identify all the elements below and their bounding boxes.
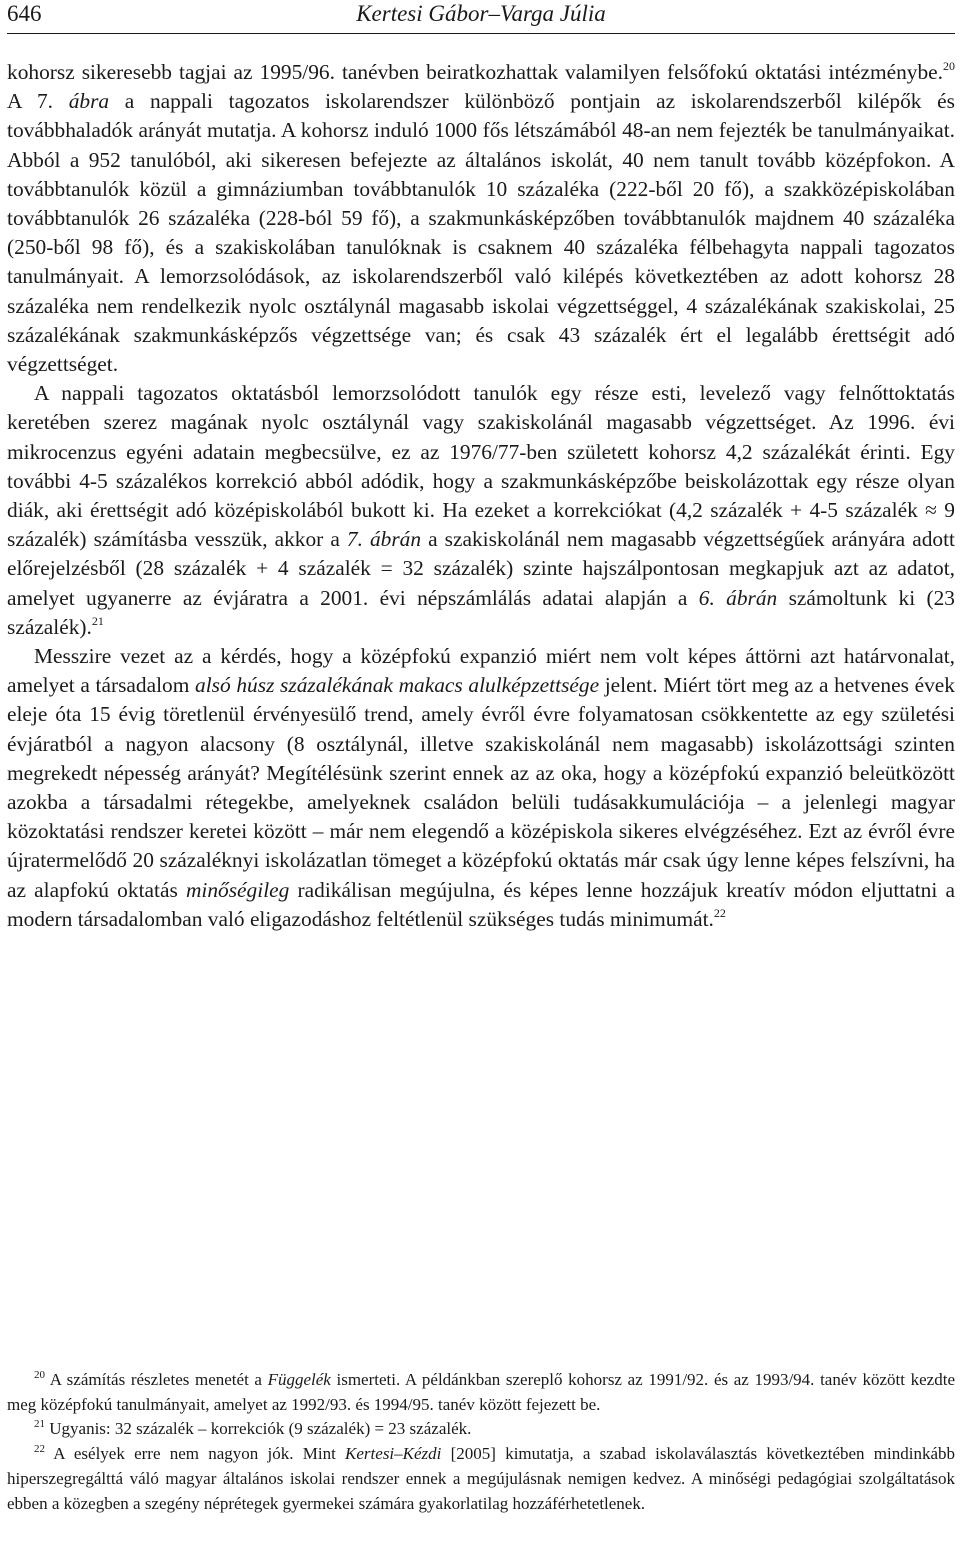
footnote-number: 22 bbox=[34, 1443, 45, 1456]
header-rule bbox=[7, 33, 955, 34]
figure-reference: ábra bbox=[68, 89, 110, 114]
main-text bbox=[7, 58, 955, 934]
emphasis: minőségileg bbox=[185, 877, 290, 902]
figure-reference: 6. ábrán bbox=[698, 585, 778, 610]
footnote-ref-21[interactable]: 21 bbox=[91, 613, 104, 628]
running-title: Kertesi Gábor–Varga Júlia bbox=[356, 1, 606, 26]
page-header bbox=[7, 0, 955, 27]
footnote-number: 21 bbox=[34, 1418, 45, 1431]
footnotes bbox=[7, 1368, 955, 1516]
footnote-number: 20 bbox=[34, 1369, 45, 1381]
footnote-20: $^{20}$ A számítás részletes menetét a Függelék ismerteti. A példánkban szereplő kohorsz az 1991/92. és az 1993/94. tanév között kezdte meg középfokú tanulmányait, amelyet az 1992/93. és 1994/95. tanév között fejezett be. bbox=[7, 1369, 955, 1414]
citation-authors: Kertesi–Kézdi bbox=[345, 1444, 442, 1464]
footnote-22: $^{22}$ A esélyek erre nem nagyon jók. Mint Kertesi–Kézdi [2005] kimutatja, a szabad iskolaválasztás következtében mindinkább hiperszegregálttá váló magyar általános iskolai rendszer ennek a megújulásnak nemigen kedvez. A minőségi pedagógiai szolgáltatások ebben a közegben a szegény néprétegek gyermekei számára gyakorlatilag hozzáférhetetlenek. bbox=[7, 1443, 955, 1513]
paragraph-2: A nappali tagozatos oktatásból lemorzsolódott tanulók egy része esti, levelező vagy felnőttoktatás keretében szerez magának nyolc osztálynál vagy szakiskolánál magasabb végzettséget. Az 1996. évi mikrocenzus egyéni adatain megbecsülve, ez az 1976/77-ben született kohorsz 4,2 százalékát érinti. Egy további 4-5 százalékos korrekció abból adódik, hogy a szakmunkásképzőbe beiskolázottak egy része olyan diák, aki érettségit adó középiskolából bukott ki. Ha ezeket a korrekciókat (4,2 százalék + 4-5 százalék ≈ 9 százalék) számításba vesszük, akkor a 7. ábrán a szakiskolánál nem magasabb végzettségűek arányára adott előrejelzésből (28 százalék + 4 százalék = 32 százalék) szinte hajszálpontosan megkapjuk azt az adatot, amelyet ugyanerre az évjáratra a 2001. évi népszámlálás adatai alapján a 6. ábrán számoltunk ki (23 százalék).$^{21}$ bbox=[7, 381, 955, 639]
paragraph-3: Messzire vezet az a kérdés, hogy a középfokú expanzió miért nem volt képes áttörni azt határvonalat, amelyet a társadalom alsó húsz százalékának makacs alulképzettsége jelent. Miért tört meg az a hetvenes évek eleje óta 15 évig töretlenül érvényesülő trend, amely évről évre folyamatosan csökkentette az egy születési évjáratból a nagyon alacsony (8 osztálynál, illetve szakiskolánál nem magasabb) iskolázottsági szinten megrekedt népesség arányát? Megítélésünk szerint ennek az az oka, hogy a középfokú expanzió beleütközött azokba a társadalmi rétegekbe, amelyeknek családon belüli tudásakkumulációja – a jelenlegi magyar közoktatási rendszer keretei között – már nem elegendő a középiskola sikeres elvégzéséhez. Ezt az évről évre újratermelődő 20 százaléknyi iskolázatlan tömeget a középfokú oktatás már csak úgy lenne képes felszívni, ha az alapfokú oktatás minőségileg radikálisan megújulna, és képes lenne hozzájuk kreatív módon eljuttatni a modern társadalomban való eligazodáshoz feltétlenül szükséges tudás minimumát.$^{22}$ bbox=[7, 644, 955, 931]
paragraph-1: kohorsz sikeresebb tagjai az 1995/96. tanévben beiratkozhattak valamilyen felsőfokú oktatási intézménybe.$^{20}$ A 7. ábra a nappali tagozatos iskolarendszer különböző pontjain az iskolarendszerből kilépők és továbbhaladók arányát mutatja. A kohorsz induló 1000 fős létszámából 48-an nem fejezték be tanulmányaikat. Abból a 952 tanulóból, aki sikeresen befejezte az általános iskolát, 40 nem tanult tovább középfokon. A továbbtanulók közül a gimnáziumban továbbtanulók 10 százaléka (222-ből 20 fő), a szakközépiskolában továbbtanulók 26 százaléka (228-ból 59 fő), a szakmunkásképzőben továbbtanulók majdnem 40 százaléka (250-ből 98 fő), és a szakiskolában tanulóknak is csaknem 40 százaléka félbehagyta nappali tagozatos tanulmányait. A lemorzsolódások, az iskolarendszerből való kilépés következtében az adott kohorsz 28 százaléka nem rendelkezik nyolc osztálynál magasabb iskolai végzettséggel, 4 százalékának szakiskolai, 25 százalékának szakmunkásképzős végzettsége van; és csak 43 százalék ért el legalább érettségit adó végzettséget. bbox=[7, 59, 955, 377]
footnote-ref-22[interactable]: 22 bbox=[713, 905, 726, 920]
page-number: 646 bbox=[7, 1, 42, 26]
emphasis: Függelék bbox=[267, 1370, 331, 1389]
emphasis: alsó húsz százalékának makacs alulképzettsége bbox=[195, 673, 600, 698]
figure-reference: 7. ábrán bbox=[346, 527, 422, 552]
footnote-21: $^{21}$ Ugyanis: 32 százalék – korrekciók (9 százalék) = 23 százalék. bbox=[34, 1418, 472, 1439]
footnote-ref-20[interactable]: 20 bbox=[943, 59, 955, 73]
